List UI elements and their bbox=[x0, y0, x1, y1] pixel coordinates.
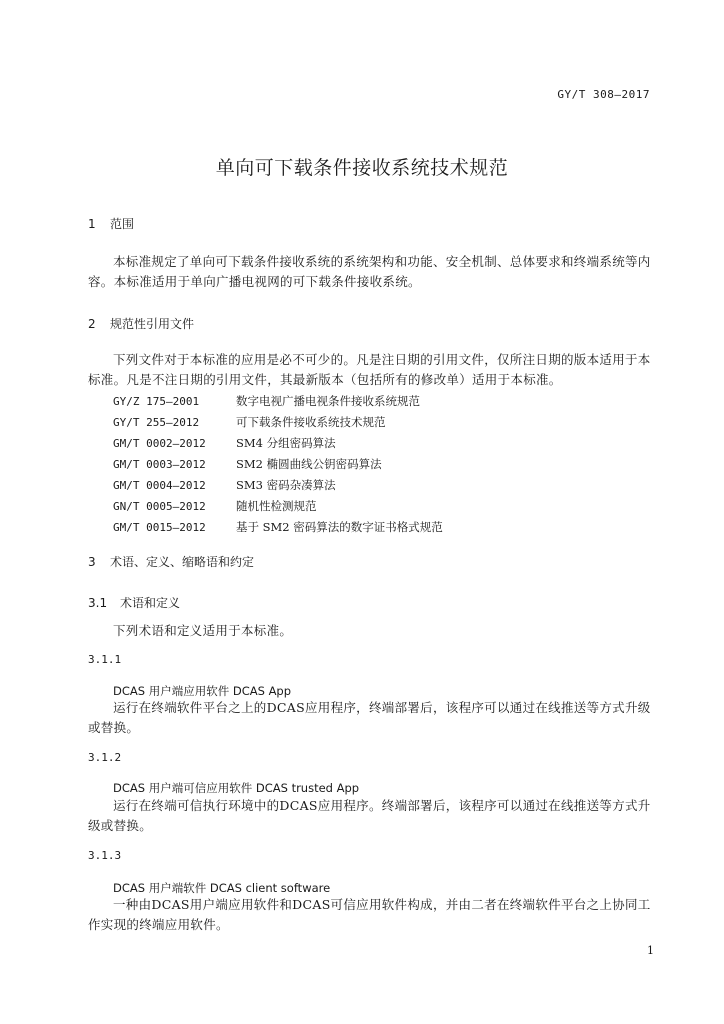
reference-title: 可下载条件接收系统技术规范 bbox=[236, 415, 386, 429]
section-3-heading bbox=[88, 553, 254, 570]
section-number: 1 bbox=[88, 217, 96, 231]
reference-title: 数字电视广播电视条件接收系统规范 bbox=[236, 394, 420, 408]
section-title: 规范性引用文件 bbox=[110, 317, 195, 331]
reference-code: GM/T 0003—2012 bbox=[113, 458, 206, 471]
list-item bbox=[113, 475, 443, 496]
list-item bbox=[113, 496, 443, 517]
term-number: 3.1.3 bbox=[88, 849, 122, 862]
standard-code: GY/T 308—2017 bbox=[557, 88, 650, 101]
term-name: DCAS 用户端可信应用软件 DCAS trusted App bbox=[113, 781, 360, 795]
term-name: DCAS 用户端应用软件 DCAS App bbox=[113, 684, 292, 698]
reference-title: SM2 椭圆曲线公钥密码算法 bbox=[236, 457, 382, 471]
term-definition: 运行在终端软件平台之上的DCAS应用程序，终端部署后，该程序可以通过在线推送等方式升级或替换。 bbox=[88, 700, 651, 735]
section-2-heading bbox=[88, 315, 194, 332]
reference-title: SM3 密码杂凑算法 bbox=[236, 478, 336, 492]
list-item bbox=[113, 454, 443, 475]
reference-code: GY/Z 175—2001 bbox=[113, 395, 200, 408]
reference-code: GM/T 0002—2012 bbox=[113, 437, 206, 450]
section-3-1-text: 下列术语和定义适用于本标准。 bbox=[113, 623, 293, 638]
reference-code: GM/T 0015—2012 bbox=[113, 521, 206, 534]
normative-reference-list bbox=[113, 391, 443, 538]
section-2-text: 下列文件对于本标准的应用是必不可少的。凡是注日期的引用文件，仅所注日期的版本适用于本标准。凡是不注日期的引用文件，其最新版本（包括所有的修改单）适用于本标准。 bbox=[88, 352, 651, 387]
term-definition: 运行在终端可信执行环境中的DCAS应用程序。终端部署后，该程序可以通过在线推送等方式升级或替换。 bbox=[88, 798, 651, 833]
section-number: 3.1 bbox=[88, 596, 108, 610]
section-number: 3 bbox=[88, 555, 96, 569]
term-definition: 一种由DCAS用户端应用软件和DCAS可信应用软件构成，并由二者在终端软件平台之上协同工作实现的终端应用软件。 bbox=[88, 897, 651, 932]
list-item bbox=[113, 391, 443, 412]
section-number: 2 bbox=[88, 317, 96, 331]
reference-code: GY/T 255—2012 bbox=[113, 416, 200, 429]
section-title: 术语和定义 bbox=[120, 596, 181, 610]
section-1-heading bbox=[88, 215, 134, 232]
list-item bbox=[113, 433, 443, 454]
document-title: 单向可下载条件接收系统技术规范 bbox=[215, 157, 509, 179]
reference-title: 随机性检测规范 bbox=[236, 499, 317, 513]
reference-code: GM/T 0004—2012 bbox=[113, 479, 206, 492]
section-title: 范围 bbox=[110, 217, 135, 231]
reference-title: 基于 SM2 密码算法的数字证书格式规范 bbox=[236, 520, 443, 534]
term-number: 3.1.2 bbox=[88, 751, 122, 764]
list-item bbox=[113, 517, 443, 538]
list-item bbox=[113, 412, 443, 433]
section-3-1-heading bbox=[88, 594, 180, 611]
section-title: 术语、定义、缩略语和约定 bbox=[110, 555, 255, 569]
term-name: DCAS 用户端软件 DCAS client software bbox=[113, 881, 331, 895]
reference-code: GN/T 0005—2012 bbox=[113, 500, 206, 513]
section-1-text: 本标准规定了单向可下载条件接收系统的系统架构和功能、安全机制、总体要求和终端系统等内容。本标准适用于单向广播电视网的可下载条件接收系统。 bbox=[88, 254, 651, 289]
reference-title: SM4 分组密码算法 bbox=[236, 436, 336, 450]
term-number: 3.1.1 bbox=[88, 653, 122, 666]
page-number: 1 bbox=[647, 944, 654, 957]
